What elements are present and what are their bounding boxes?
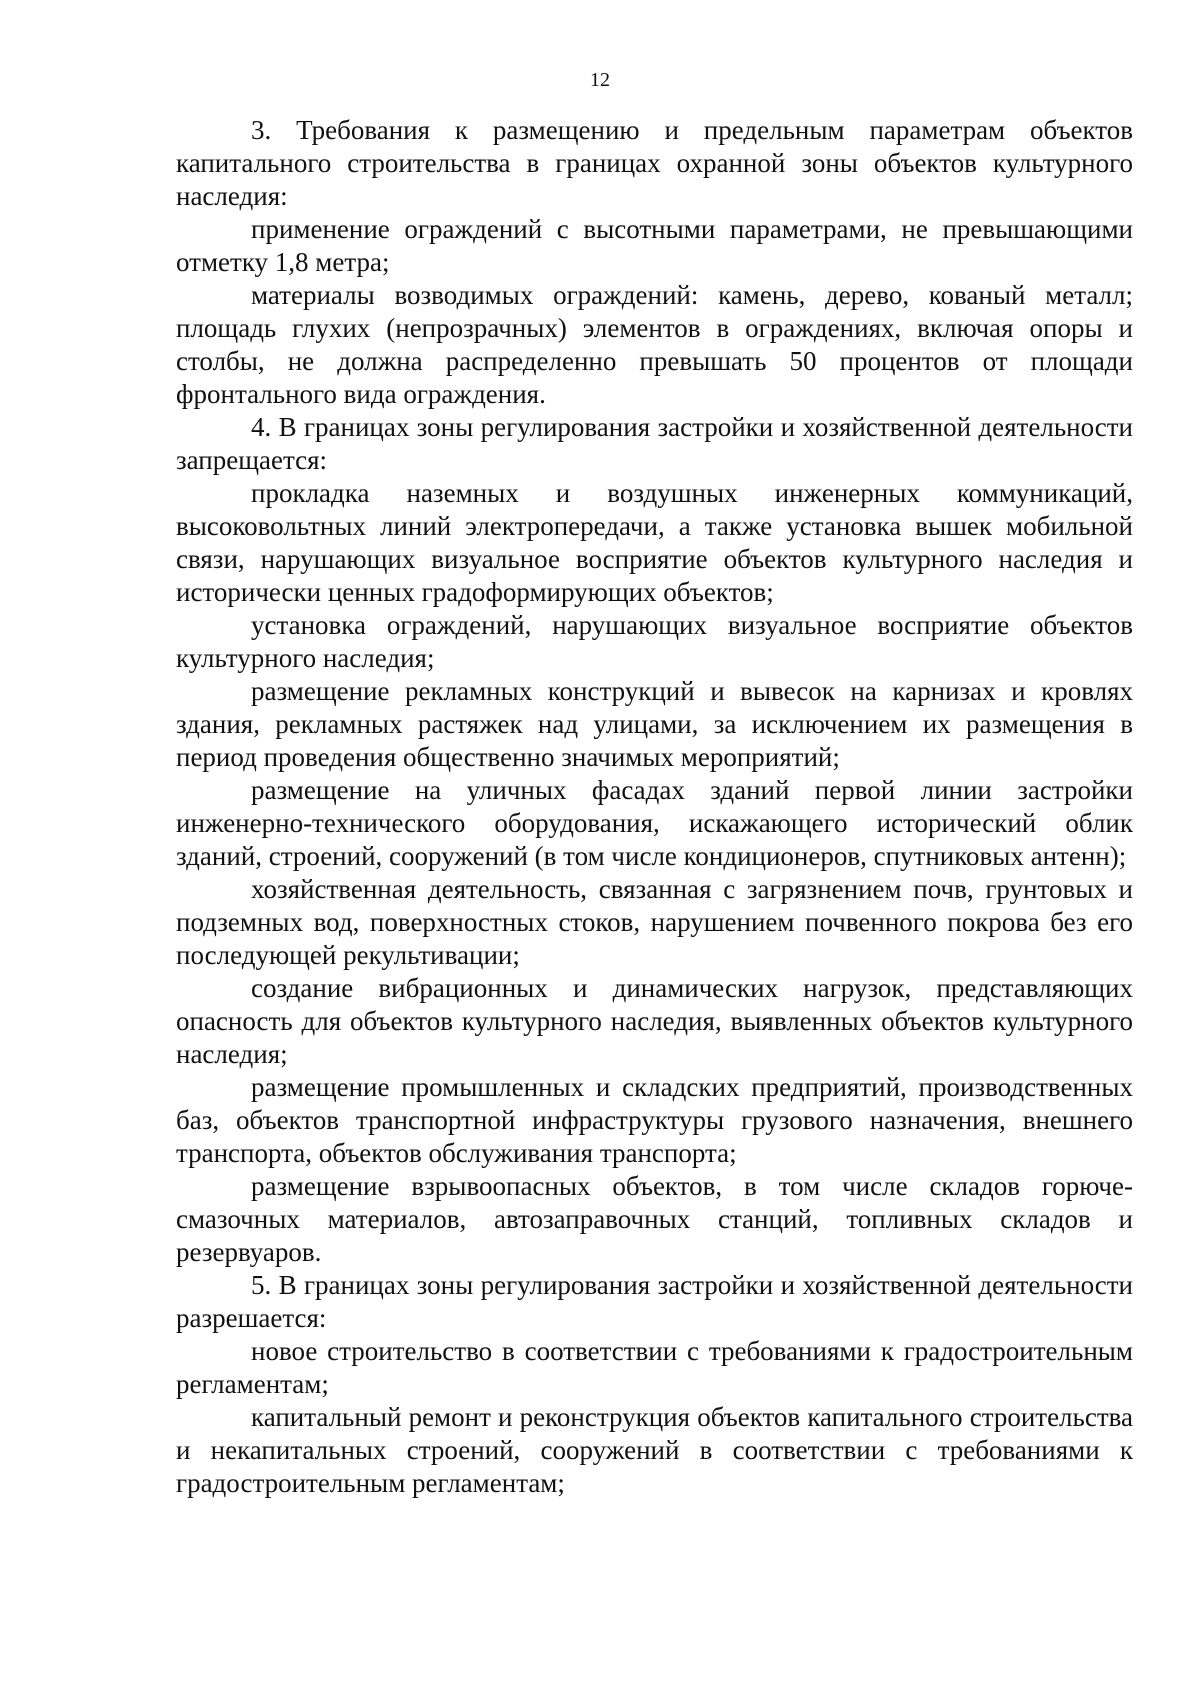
paragraph-industrial-ban: размещение промышленных и складских предприятий, производственных баз, объектов транспортной инфраструктуры грузового назначения, внешнего транспорта, объектов обслуживания транспорта; bbox=[176, 1072, 1133, 1168]
page-number: 12 bbox=[590, 69, 610, 91]
paragraph-fence-height: применение ограждений с высотными параметрами, не превышающими отметку 1,8 метра; bbox=[176, 214, 1133, 277]
paragraph-pollution-ban: хозяйственная деятельность, связанная с загрязнением почв, грунтовых и подземных вод, поверхностных стоков, нарушением почвенного покрова без его последующей рекультивации; bbox=[176, 874, 1133, 970]
paragraph-fences-ban: установка ограждений, нарушающих визуальное восприятие объектов культурного наследия; bbox=[176, 610, 1133, 673]
paragraph-new-construction: новое строительство в соответствии с требованиями к градостроительным регламентам; bbox=[176, 1336, 1133, 1399]
paragraph-explosive-ban: размещение взрывоопасных объектов, в том числе складов горюче-смазочных материалов, автозаправочных станций, топливных складов и резервуаров. bbox=[176, 1171, 1133, 1267]
document-body bbox=[176, 114, 1133, 1500]
paragraph-fence-materials: материалы возводимых ограждений: камень, дерево, кованый металл; площадь глухих (непрозрачных) элементов в ограждениях, включая опоры и столбы, не должна распределенно превышать 50 процентов от площади фронтального вида ограждения. bbox=[176, 280, 1133, 409]
paragraph-utilities-ban: прокладка наземных и воздушных инженерных коммуникаций, высоковольтных линий электропередачи, а также установка вышек мобильной связи, нарушающих визуальное восприятие объектов культурного наследия и исторически ценных градоформирующих объектов; bbox=[176, 478, 1133, 607]
paragraph-repair-reconstruction: капитальный ремонт и реконструкция объектов капитального строительства и некапитальных строений, сооружений в соответствии с требованиями к градостроительным регламентам; bbox=[176, 1402, 1133, 1498]
paragraph-vibration-ban: создание вибрационных и динамических нагрузок, представляющих опасность для объектов культурного наследия, выявленных объектов культурного наследия; bbox=[176, 973, 1133, 1069]
paragraph-item-4-heading: 4. В границах зоны регулирования застройки и хозяйственной деятельности запрещается: bbox=[176, 412, 1133, 475]
paragraph-facade-equipment-ban: размещение на уличных фасадах зданий первой линии застройки инженерно-технического оборудования, искажающего исторический облик зданий, строений, сооружений (в том числе кондиционеров, спутниковых антенн); bbox=[176, 775, 1133, 871]
paragraph-item-3-heading: 3. Требования к размещению и предельным параметрам объектов капитального строительства в границах охранной зоны объектов культурного наследия: bbox=[176, 115, 1133, 211]
paragraph-advertising-ban: размещение рекламных конструкций и вывесок на карнизах и кровлях здания, рекламных растяжек над улицами, за исключением их размещения в период проведения общественно значимых мероприятий; bbox=[176, 676, 1133, 772]
paragraph-item-5-heading: 5. В границах зоны регулирования застройки и хозяйственной деятельности разрешается: bbox=[176, 1270, 1133, 1333]
